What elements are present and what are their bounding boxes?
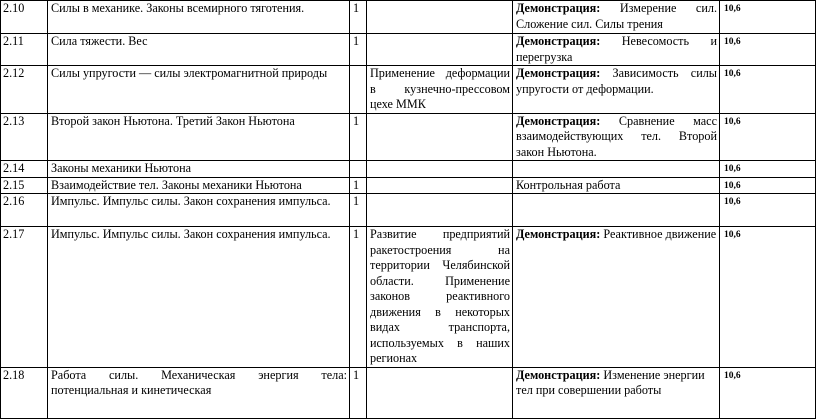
table-row bbox=[1, 194, 816, 227]
grade-cell: 10,6 bbox=[720, 177, 816, 194]
demo-text: Невесомость и перегрузка bbox=[516, 34, 717, 64]
demo-cell bbox=[513, 34, 720, 66]
regional-cell bbox=[367, 34, 513, 66]
regional-cell bbox=[367, 367, 513, 418]
demo-label: Демонстрация: bbox=[516, 66, 601, 80]
row-number: 2.14 bbox=[1, 161, 48, 178]
row-number: 2.17 bbox=[1, 227, 48, 368]
demo-label: Демонстрация: bbox=[516, 227, 601, 241]
hours-cell bbox=[350, 161, 367, 178]
row-number: 2.16 bbox=[1, 194, 48, 227]
demo-text: Измерение сил. Сложение сил. Силы трения bbox=[516, 1, 717, 31]
topic-cell: Работа силы. Механическая энергия тела: потенциальная и кинетическая bbox=[48, 367, 350, 418]
regional-cell bbox=[367, 177, 513, 194]
table-row bbox=[1, 1, 816, 34]
demo-cell bbox=[513, 227, 720, 368]
table-row bbox=[1, 161, 816, 178]
demo-label: Демонстрация: bbox=[516, 34, 601, 48]
grade-cell: 10,6 bbox=[720, 113, 816, 161]
grade-cell: 10,6 bbox=[720, 194, 816, 227]
topic-cell: Силы упругости — силы электромагнитной природы bbox=[48, 66, 350, 114]
topic-cell: Силы в механике. Законы всемирного тяготения. bbox=[48, 1, 350, 34]
table-row bbox=[1, 34, 816, 66]
row-number: 2.18 bbox=[1, 367, 48, 418]
demo-label: Демонстрация: bbox=[516, 113, 601, 128]
hours-cell: 1 bbox=[350, 367, 367, 418]
row-number: 2.15 bbox=[1, 177, 48, 194]
table-row bbox=[1, 227, 816, 368]
topic-cell: Второй закон Ньютона. Третий Закон Ньютона bbox=[48, 113, 350, 161]
hours-cell bbox=[350, 66, 367, 114]
hours-cell: 1 bbox=[350, 1, 367, 34]
hours-cell: 1 bbox=[350, 177, 367, 194]
table-row bbox=[1, 113, 816, 161]
regional-cell bbox=[367, 194, 513, 227]
other-cell: Контрольная работа bbox=[513, 177, 720, 194]
table-row bbox=[1, 66, 816, 114]
topic-cell: Взаимодействие тел. Законы механики Ньютона bbox=[48, 177, 350, 194]
grade-cell: 10,6 bbox=[720, 1, 816, 34]
demo-text: Сравнение масс взаимодействующих тел. Второй закон Ньютона. bbox=[516, 113, 717, 159]
demo-cell bbox=[513, 367, 720, 418]
demo-cell bbox=[513, 66, 720, 114]
regional-cell bbox=[367, 1, 513, 34]
topic-cell: Законы механики Ньютона bbox=[48, 161, 350, 178]
row-number: 2.13 bbox=[1, 113, 48, 161]
hours-cell: 1 bbox=[350, 227, 367, 368]
topic-cell: Сила тяжести. Вес bbox=[48, 34, 350, 66]
grade-cell: 10,6 bbox=[720, 367, 816, 418]
demo-cell bbox=[513, 161, 720, 178]
row-number: 2.12 bbox=[1, 66, 48, 114]
table-row bbox=[1, 367, 816, 418]
row-number: 2.10 bbox=[1, 1, 48, 34]
hours-cell: 1 bbox=[350, 113, 367, 161]
regional-cell: Развитие предприятий ракетостроения на территории Челябинской области. Применение законов реактивного движения в некоторых видах транспорта, используемых в наших регионах bbox=[367, 227, 513, 368]
regional-cell bbox=[367, 113, 513, 161]
table-row bbox=[1, 177, 816, 194]
demo-label: Демонстрация: bbox=[516, 367, 601, 382]
grade-cell: 10,6 bbox=[720, 161, 816, 178]
topic-cell: Импульс. Импульс силы. Закон сохранения импульса. bbox=[48, 227, 350, 368]
demo-label: Демонстрация: bbox=[516, 1, 601, 15]
demo-cell bbox=[513, 194, 720, 227]
row-number: 2.11 bbox=[1, 34, 48, 66]
grade-cell: 10,6 bbox=[720, 227, 816, 368]
demo-cell bbox=[513, 1, 720, 34]
demo-text: Зависимость силы упругости от деформации. bbox=[516, 66, 717, 96]
hours-cell: 1 bbox=[350, 194, 367, 227]
grade-cell: 10,6 bbox=[720, 34, 816, 66]
regional-cell bbox=[367, 161, 513, 178]
grade-cell: 10,6 bbox=[720, 66, 816, 114]
demo-text: Реактивное движение bbox=[600, 227, 717, 241]
regional-cell: Применение деформации в кузнечно-прессовом цехе ММК bbox=[367, 66, 513, 114]
topic-cell: Импульс. Импульс силы. Закон сохранения импульса. bbox=[48, 194, 350, 227]
demo-cell bbox=[513, 113, 720, 161]
hours-cell: 1 bbox=[350, 34, 367, 66]
demo-text: Изменение энергии тел при совершении работы bbox=[516, 367, 705, 397]
